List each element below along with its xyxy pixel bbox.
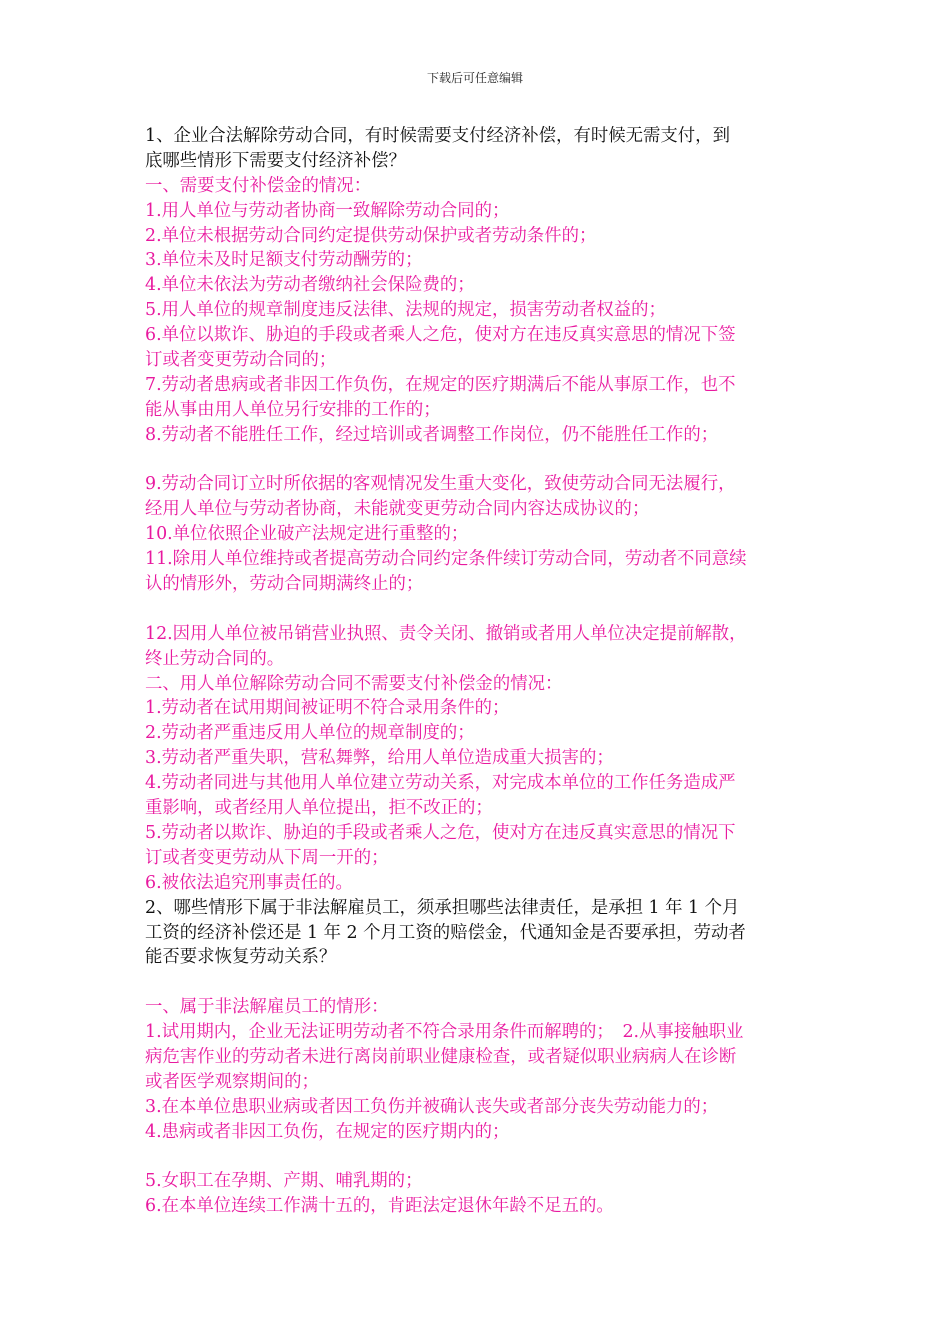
text-line: 终止劳动合同的。: [145, 648, 285, 669]
text-line: 5.用人单位的规章制度违反法律、法规的规定，损害劳动者权益的；: [145, 300, 666, 321]
text-line: 6.被依法追究刑事责任的。: [145, 872, 353, 893]
document-body: [145, 124, 809, 1219]
text-line: 9.劳动合同订立时所依据的客观情况发生重大变化，致使劳动合同无法履行，: [145, 474, 736, 495]
text-line: 4.患病或者非因工负伤，在规定的医疗期内的；: [145, 1121, 510, 1142]
text-line: 2.劳动者严重违反用人单位的规章制度的；: [145, 723, 475, 744]
text-line: 1.用人单位与劳动者协商一致解除劳动合同的；: [145, 200, 510, 221]
text-line: 6.在本单位连续工作满十五的，肯距法定退休年龄不足五的。: [145, 1196, 614, 1217]
blank-line: [145, 597, 809, 622]
text-line: 认的情形外，劳动合同期满终止的；: [145, 574, 424, 595]
text-line: 12.因用人单位被吊销营业执照、责令关闭、撤销或者用人单位决定提前解散，: [145, 623, 747, 644]
text-line: 5.女职工在孕期、产期、哺乳期的；: [145, 1171, 423, 1192]
text-line: 4.劳动者同进与其他用人单位建立劳动关系，对完成本单位的工作任务造成严: [145, 773, 736, 794]
blank-line: [145, 970, 809, 995]
text-line: 3.在本单位患职业病或者因工负伤并被确认丧失或者部分丧失劳动能力的；: [145, 1096, 719, 1117]
text-line: 经用人单位与劳动者协商，未能就变更劳动合同内容达成协议的；: [145, 499, 650, 520]
text-line: 订或者变更劳动合同的；: [145, 350, 337, 371]
text-line: 或者医学观察期间的；: [145, 1071, 319, 1092]
text-line: 能从事由用人单位另行安排的工作的；: [145, 399, 441, 420]
text-line: 重影响，或者经用人单位提出，拒不改正的；: [145, 798, 493, 819]
text-line: 4.单位未依法为劳动者缴纳社会保险费的；: [145, 275, 475, 296]
text-line: 5.劳动者以欺诈、胁迫的手段或者乘人之危，使对方在违反真实意思的情况下: [145, 822, 736, 843]
text-line: 订或者变更劳动从下周一开的；: [145, 847, 389, 868]
text-line: 7.劳动者患病或者非因工作负伤，在规定的医疗期满后不能从事原工作，也不: [145, 374, 736, 395]
text-line: 1.劳动者在试用期间被证明不符合录用条件的；: [145, 698, 510, 719]
text-line: 3.劳动者严重失职，营私舞弊，给用人单位造成重大损害的；: [145, 748, 614, 769]
text-line: 10.单位依照企业破产法规定进行重整的；: [145, 524, 469, 545]
blank-line: [145, 448, 809, 473]
text-line: 3.单位未及时足额支付劳动酬劳的；: [145, 250, 423, 271]
text-line: 二、用人单位解除劳动合同不需要支付补偿金的情况：: [145, 673, 563, 694]
text-line: 病危害作业的劳动者未进行离岗前职业健康检查，或者疑似职业病病人在诊断: [145, 1046, 737, 1067]
text-line: 工资的经济补偿还是 1 年 2 个月工资的赔偿金，代通知金是否要承担，劳动者: [145, 922, 746, 943]
text-line: 底哪些情形下需要支付经济补偿？: [145, 150, 406, 171]
text-line: 2.单位未根据劳动合同约定提供劳动保护或者劳动条件的；: [145, 225, 597, 246]
text-line: 2、哪些情形下属于非法解雇员工，须承担哪些法律责任，是承担 1 年 1 个月: [145, 897, 740, 918]
page-header-note: 下载后可任意编辑: [426, 71, 523, 85]
text-line: 11.除用人单位维持或者提高劳动合同约定条件续订劳动合同，劳动者不同意续: [145, 549, 747, 570]
text-line: 能否要求恢复劳动关系？: [145, 947, 337, 968]
text-line: 1.试用期内，企业无法证明劳动者不符合录用条件而解聘的； 2.从事接触职业: [145, 1022, 744, 1043]
text-line: 8.劳动者不能胜任工作，经过培训或者调整工作岗位，仍不能胜任工作的；: [145, 424, 719, 445]
text-line: 1、企业合法解除劳动合同，有时候需要支付经济补偿，有时候无需支付，到: [145, 126, 730, 146]
text-line: 一、属于非法解雇员工的情形：: [145, 997, 389, 1018]
text-line: 一、需要支付补偿金的情况：: [145, 175, 372, 196]
text-line: 6.单位以欺诈、胁迫的手段或者乘人之危，使对方在违反真实意思的情况下签: [145, 325, 736, 346]
blank-line: [145, 1145, 809, 1170]
